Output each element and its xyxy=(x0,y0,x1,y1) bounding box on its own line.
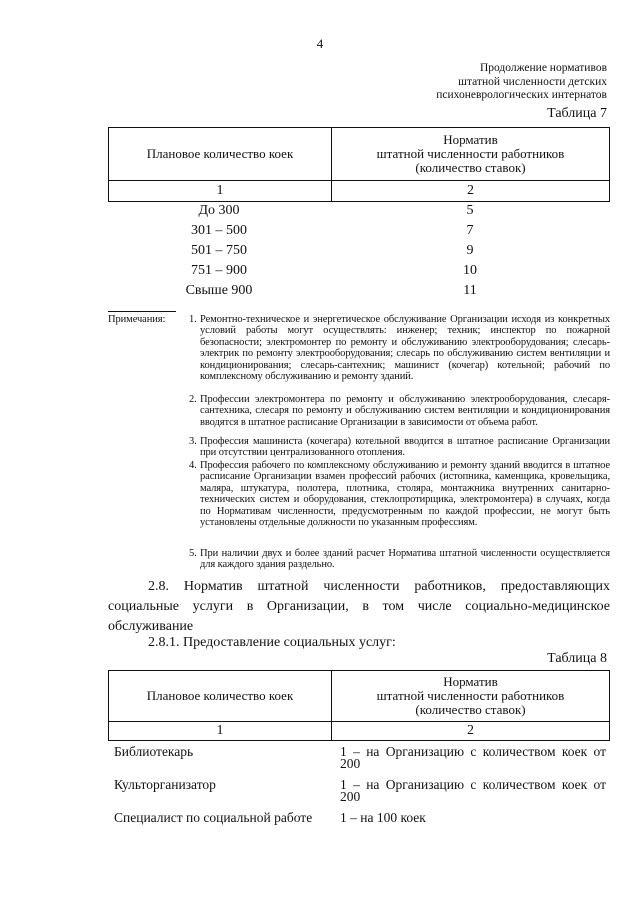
staff-norm: 10 xyxy=(463,263,477,278)
staff-norm: 1 – на Организацию с количеством коек от 200 xyxy=(340,777,606,804)
section-2-8-1-paragraph: 2.8.1. Предоставление социальных услуг: xyxy=(148,635,396,650)
header-line: штатной численности работников xyxy=(376,688,565,703)
note-item xyxy=(189,314,610,383)
header-line: Норматив xyxy=(443,132,498,147)
bed-range: До 300 xyxy=(198,203,240,218)
table-row xyxy=(108,243,610,263)
note-number: 1. xyxy=(189,314,197,325)
note-number: 3. xyxy=(189,436,197,447)
table-row xyxy=(108,223,610,243)
staff-norm: 1 – на Организацию с количеством коек от 200 xyxy=(340,744,606,771)
continuation-line: Продолжение нормативов xyxy=(479,62,607,74)
table7-caption: Таблица 7 xyxy=(547,106,607,121)
header-line: Норматив xyxy=(443,674,498,689)
note-text: Ремонтно-техническое и энергетическое обслуживание Организации исходя из конкретных условий работы могут осуществлять: инженер; техник; инспектор по пожарной безопасности; электромонтер по ремонту и обслуживанию электрооборудования; слесарь-электрик по ремонту электрооборудования; слесарь по обслуживанию систем вентиляции и кондиционирования; слесарь-сантехник; машинист (кочегар) котельной; рабочий по комплексному обслуживанию и ремонту зданий. xyxy=(200,314,610,383)
table7-col1-number: 1 xyxy=(109,181,332,202)
table-row xyxy=(108,203,610,223)
note-item xyxy=(189,460,610,529)
bed-range: 751 – 900 xyxy=(191,263,247,278)
table8-col2-number: 2 xyxy=(332,722,610,741)
continuation-line: психоневрологических интернатов xyxy=(436,89,607,101)
section-2-8-paragraph: 2.8. Норматив штатной численности работников, предоставляющих социальные услуги в Организации, в том числе социально-медицинское обслуживание xyxy=(108,579,610,634)
note-text: Профессии электромонтера по ремонту и обслуживанию электрооборудования, слесаря-сантехника, слесаря по ремонту и обслуживанию систем вентиляции и кондиционирования вводятся в штатное расписание Организации в зависимости от объема работ. xyxy=(200,394,610,428)
table7-header xyxy=(108,127,610,202)
note-item xyxy=(189,548,610,571)
table8-col1-header: Плановое количество коек xyxy=(109,671,332,722)
staff-norm: 11 xyxy=(463,283,477,298)
bed-range: 501 – 750 xyxy=(191,243,247,258)
position-name: Специалист по социальной работе xyxy=(114,810,313,825)
note-number: 4. xyxy=(189,460,197,471)
header-line: штатной численности работников xyxy=(376,146,565,161)
bed-range: 301 – 500 xyxy=(191,223,247,238)
notes-label: Примечания: xyxy=(108,314,166,325)
note-item xyxy=(189,436,610,459)
staff-norm: 1 – на 100 коек xyxy=(340,810,426,825)
table8-caption: Таблица 8 xyxy=(547,651,607,666)
header-line: (количество ставок) xyxy=(415,702,526,717)
table8-col1-number: 1 xyxy=(109,722,332,741)
table-row xyxy=(108,263,610,283)
continuation-heading xyxy=(347,62,607,103)
header-line: (количество ставок) xyxy=(415,160,526,175)
table-row xyxy=(108,283,610,303)
position-name: Культорганизатор xyxy=(114,777,216,792)
note-text: При наличии двух и более зданий расчет Норматива штатной численности осуществляется для каждого здания раздельно. xyxy=(200,548,610,571)
staff-norm: 9 xyxy=(466,243,474,258)
continuation-line: штатной численности детских xyxy=(458,75,607,88)
note-number: 2. xyxy=(189,394,197,405)
bed-range: Свыше 900 xyxy=(185,283,253,298)
note-number: 5. xyxy=(189,548,197,559)
table7-col2-header xyxy=(332,128,610,181)
staff-norm: 5 xyxy=(466,203,474,218)
note-item xyxy=(189,394,610,428)
footnote-divider xyxy=(108,311,176,312)
page-number: 4 xyxy=(316,36,324,51)
table8-header xyxy=(108,670,610,741)
staff-norm: 7 xyxy=(466,223,474,238)
table7-col2-number: 2 xyxy=(332,181,610,202)
note-text: Профессия машиниста (кочегара) котельной вводится в штатное расписание Организации при отсутствии централизованного отопления. xyxy=(200,436,610,459)
table7-col1-header: Плановое количество коек xyxy=(109,128,332,181)
note-text: Профессия рабочего по комплексному обслуживанию и ремонту зданий вводится в штатное расписание Организации взамен профессий рабочих (истопника, каменщика, кровельщика, маляра, штукатура, полотера, плотника, столяра, монтажника внутренних санитарно-технических систем и оборудования, стеклопротирщика, электромонтера) в случаях, когда по Нормативам численности, предусмотренным по каждой профессии, не могут быть установлены отдельные должности по указанным профессиям. xyxy=(200,460,610,529)
table8-col2-header xyxy=(332,671,610,722)
position-name: Библиотекарь xyxy=(114,744,194,759)
